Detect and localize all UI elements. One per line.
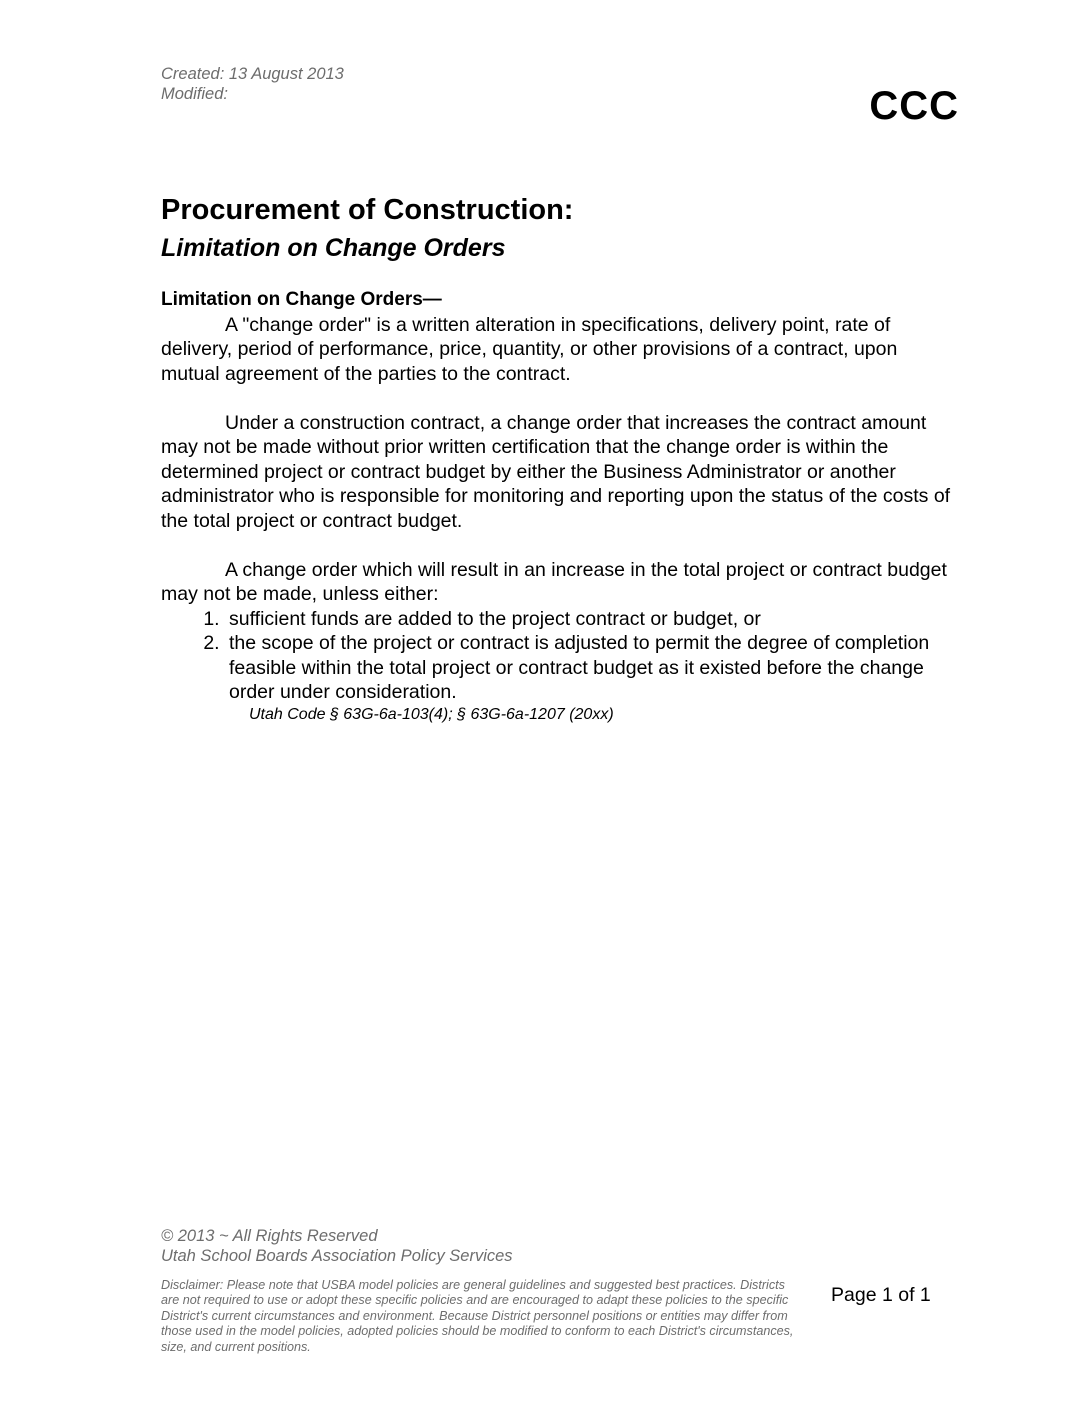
page-subtitle: Limitation on Change Orders bbox=[161, 234, 506, 262]
paragraph-certification: Under a construction contract, a change order that increases the contract amount may not be made without prior written certification that the change order is within the determined project or contract budget by either the Business Administrator or another administrator who is responsible for monitoring and reporting upon the status of the costs of the total project or contract budget. bbox=[161, 411, 951, 532]
paragraph-conditions: A change order which will result in an increase in the total project or contract budget may not be made, unless either: bbox=[161, 558, 947, 605]
document-body bbox=[161, 288, 961, 725]
organization-name: Utah School Boards Association Policy Services bbox=[161, 1247, 513, 1265]
conditions-list bbox=[161, 607, 961, 705]
list-item: 1. sufficient funds are added to the project contract or budget, or bbox=[225, 607, 961, 632]
copyright-notice: © 2013 ~ All Rights Reserved bbox=[161, 1227, 378, 1245]
copyright-block bbox=[161, 1226, 513, 1266]
disclaimer: Disclaimer: Please note that USBA model policies are general guidelines and suggested best practices. Districts are not required to use or adopt these specific policies and are encouraged to adapt these policies to the specific District's current circumstances and environment. Because District personnel positions or entities may differ from those used in the model policies, adopted policies should be modified to conform to each District's circumstances, size, and current positions. bbox=[161, 1278, 794, 1354]
modified-date: Modified: bbox=[161, 85, 228, 103]
list-item: 2. the scope of the project or contract is adjusted to permit the degree of completion feasible within the total project or contract budget as it existed before the change order under consideration. bbox=[225, 631, 961, 705]
document-meta bbox=[161, 64, 344, 104]
section-heading: Limitation on Change Orders— bbox=[161, 289, 442, 310]
policy-code: CCC bbox=[869, 84, 959, 128]
page-title: Procurement of Construction: bbox=[161, 194, 574, 226]
page-number: Page 1 of 1 bbox=[831, 1284, 931, 1306]
legal-citation: Utah Code § 63G-6a-103(4); § 63G-6a-1207 (20xx) bbox=[249, 705, 614, 723]
paragraph-definition: A "change order" is a written alteration in specifications, delivery point, rate of delivery, period of performance, price, quantity, or other provisions of a contract, upon mutual agreement of the parties to the contract. bbox=[161, 313, 898, 385]
created-date: Created: 13 August 2013 bbox=[161, 65, 344, 83]
